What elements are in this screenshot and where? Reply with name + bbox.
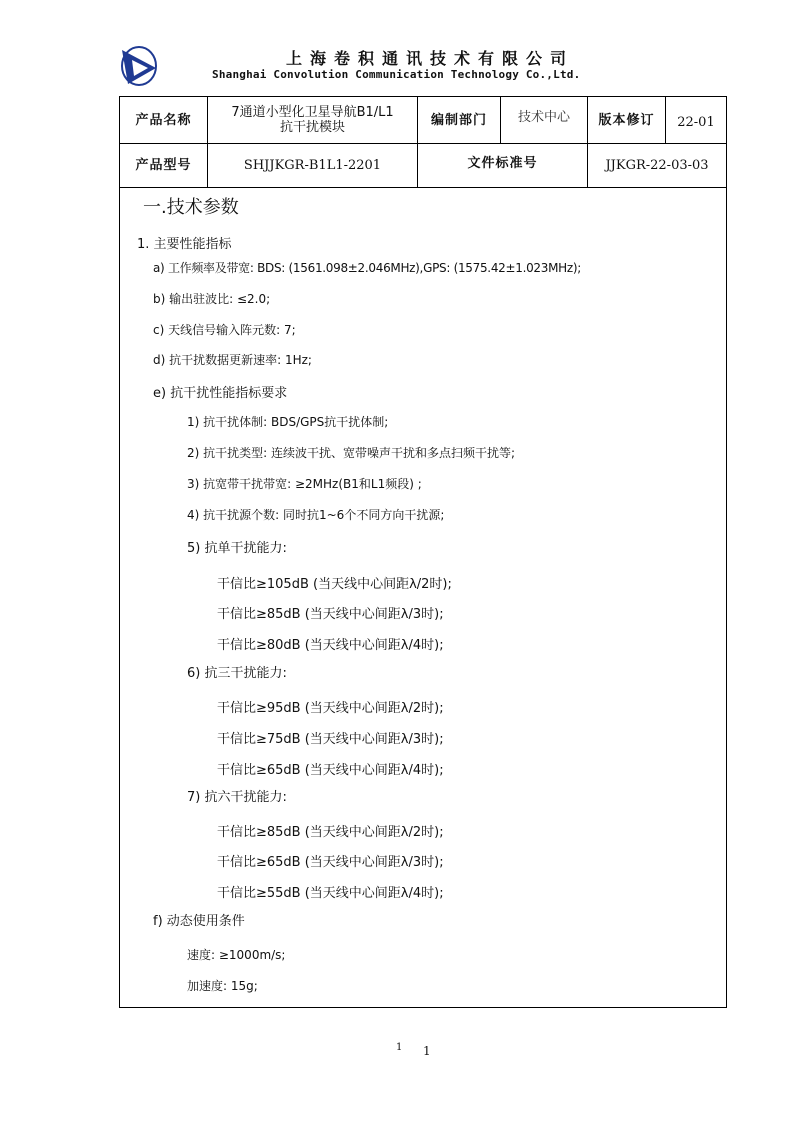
docno-value: JJKGR-22-03-03 xyxy=(605,158,709,173)
page-number-small: 1 xyxy=(396,1042,403,1053)
product-name-value xyxy=(208,97,417,143)
company-name-en: Shanghai Convolution Communication Technology Co.,Ltd. xyxy=(212,68,581,81)
spec-item-b: b) 输出驻波比: ≤2.0; xyxy=(153,292,271,306)
dept-label: 编制部门 xyxy=(430,112,487,128)
model-value: SHJJKGR-B1L1-2201 xyxy=(243,158,382,173)
table-divider xyxy=(119,187,727,188)
spec-item-e7-1: 干信比≥85dB (当天线中心间距λ/2时); xyxy=(217,825,444,840)
spec-item-e6-3: 干信比≥65dB (当天线中心间距λ/4时); xyxy=(217,763,444,778)
spec-item-a: a) 工作频率及带宽: BDS: (1561.098±2.046MHz),GPS: (1575.42±1.023MHz); xyxy=(153,261,581,275)
subsection-title: 1. 主要性能指标 xyxy=(137,237,232,252)
spec-item-e7: 7) 抗六干扰能力: xyxy=(187,790,287,805)
product-name-line2: 抗干扰模块 xyxy=(279,120,345,135)
spec-item-e5: 5) 抗单干扰能力: xyxy=(187,541,287,556)
company-logo-icon xyxy=(118,44,160,88)
spec-item-f: f) 动态使用条件 xyxy=(153,914,245,929)
spec-item-e3: 3) 抗宽带干扰带宽: ≥2MHz(B1和L1频段) ; xyxy=(187,477,422,491)
product-name-label: 产品名称 xyxy=(135,112,192,128)
version-value: 22-01 xyxy=(677,114,715,130)
spec-item-e1: 1) 抗干扰体制: BDS/GPS抗干扰体制; xyxy=(187,415,389,429)
spec-item-e6-1: 干信比≥95dB (当天线中心间距λ/2时); xyxy=(217,701,444,716)
spec-item-e5-1: 干信比≥105dB (当天线中心间距λ/2时); xyxy=(217,577,452,592)
version-label: 版本修订 xyxy=(598,112,655,128)
page-number: 1 xyxy=(423,1044,431,1058)
spec-item-e6-2: 干信比≥75dB (当天线中心间距λ/3时); xyxy=(217,732,444,747)
spec-item-e4: 4) 抗干扰源个数: 同时抗1~6个不同方向干扰源; xyxy=(187,508,445,522)
spec-item-e: e) 抗干扰性能指标要求 xyxy=(153,386,288,401)
dept-value: 技术中心 xyxy=(517,109,570,125)
section-title: 一.技术参数 xyxy=(143,197,239,218)
spec-item-e7-2: 干信比≥65dB (当天线中心间距λ/3时); xyxy=(217,855,444,870)
product-name-line1: 7通道小型化卫星导航B1/L1 xyxy=(231,105,394,120)
company-name-cn: 上海卷积通讯技术有限公司 xyxy=(286,49,575,68)
model-label: 产品型号 xyxy=(135,158,192,173)
spec-item-e5-3: 干信比≥80dB (当天线中心间距λ/4时); xyxy=(217,638,444,653)
spec-item-f1: 速度: ≥1000m/s; xyxy=(187,948,286,962)
spec-item-c: c) 天线信号输入阵元数: 7; xyxy=(153,323,296,337)
spec-item-e2: 2) 抗干扰类型: 连续波干扰、宽带噪声干扰和多点扫频干扰等; xyxy=(187,446,516,460)
spec-item-e7-3: 干信比≥55dB (当天线中心间距λ/4时); xyxy=(217,886,444,901)
spec-item-e6: 6) 抗三干扰能力: xyxy=(187,666,287,681)
spec-item-d: d) 抗干扰数据更新速率: 1Hz; xyxy=(153,353,312,367)
docno-label: 文件标准号 xyxy=(467,155,538,171)
spec-item-e5-2: 干信比≥85dB (当天线中心间距λ/3时); xyxy=(217,607,444,622)
spec-item-f2: 加速度: 15g; xyxy=(187,979,258,993)
